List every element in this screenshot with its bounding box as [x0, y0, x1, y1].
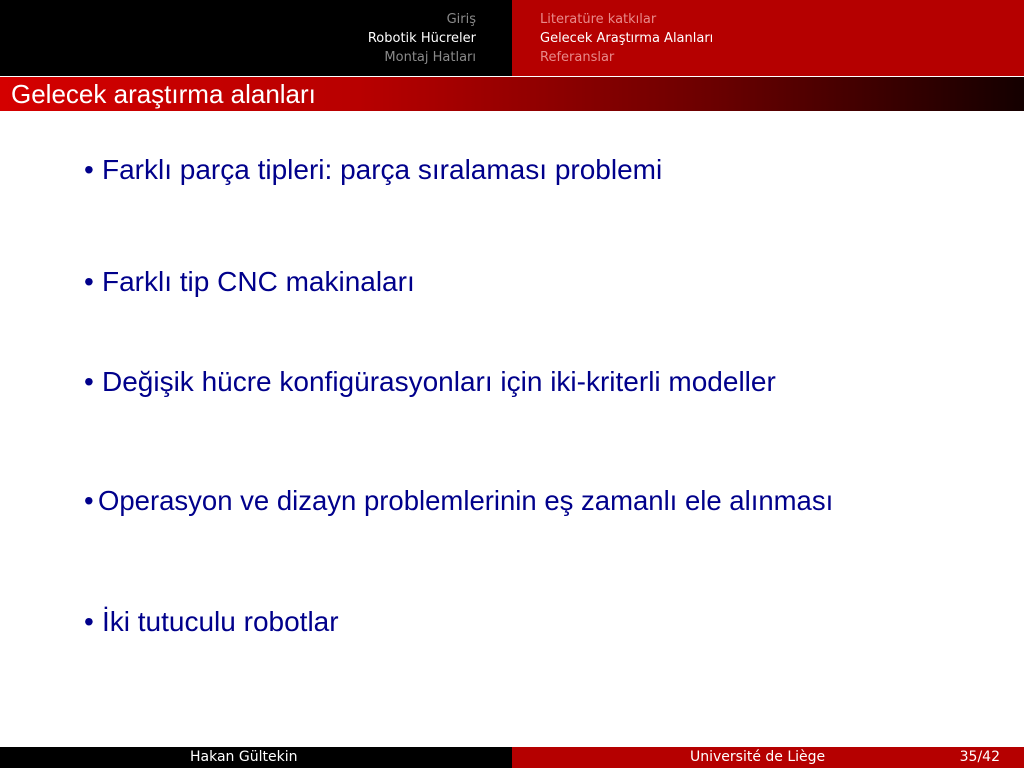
frame-title: Gelecek araştırma alanları [11, 79, 316, 109]
bullet-text: Değişik hücre konfigürasyonları için iki-kriterli modeller [102, 366, 776, 397]
footer-institute: Université de Liège [690, 749, 826, 765]
bullet-text: İki tutuculu robotlar [102, 606, 339, 637]
nav-link-literature-katkilar[interactable]: Literatüre katkılar [540, 12, 657, 27]
bullet-item [84, 366, 776, 398]
bullet-text: Operasyon ve dizayn problemlerinin eş zamanlı ele alınması [98, 485, 834, 516]
slide-content [0, 111, 1024, 746]
bullet-marker: • [84, 485, 94, 516]
bullet-item [84, 266, 415, 298]
nav-link-gelecek-arastirma-alanlari[interactable]: Gelecek Araştırma Alanları [540, 31, 714, 46]
page-number: 35/42 [959, 749, 1000, 765]
subsection-nav-right-list [540, 10, 713, 67]
frame-title-bar [0, 77, 1024, 111]
bullet-marker: • [84, 154, 94, 185]
bullet-marker: • [84, 366, 94, 397]
subsection-nav-right [512, 0, 1024, 76]
footer-left [0, 747, 512, 768]
bullet-marker: • [84, 266, 94, 297]
section-navigation [0, 0, 1024, 76]
bullet-item [84, 485, 833, 517]
bullet-item [84, 154, 662, 186]
nav-link-montaj-hatlari[interactable]: Montaj Hatları [384, 50, 476, 65]
bullet-text: Farklı parça tipleri: parça sıralaması problemi [102, 154, 663, 185]
nav-link-giris[interactable]: Giriş [446, 12, 476, 27]
section-nav-left-list [368, 10, 476, 67]
bullet-item [84, 606, 339, 638]
nav-link-referanslar[interactable]: Referanslar [540, 50, 615, 65]
bullet-text: Farklı tip CNC makinaları [102, 266, 415, 297]
footer-bar [0, 747, 1024, 768]
nav-link-robotik-hucreler[interactable]: Robotik Hücreler [367, 31, 476, 46]
footer-right [512, 747, 1024, 768]
bullet-marker: • [84, 606, 94, 637]
footer-author: Hakan Gültekin [190, 749, 298, 765]
section-nav-left [0, 0, 512, 76]
